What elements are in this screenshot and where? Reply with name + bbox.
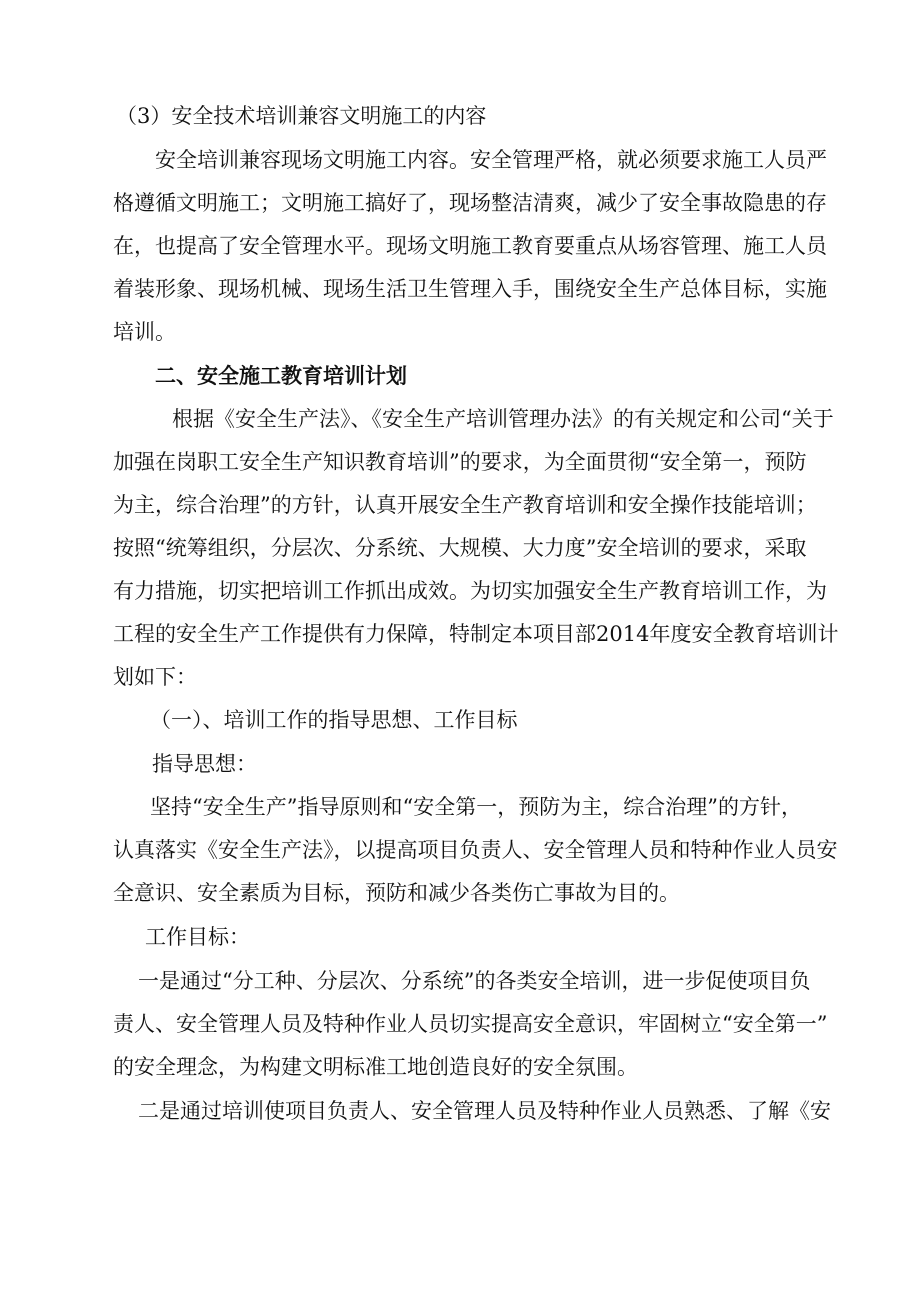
paragraph-line: 一是通过“分工种、分层次、分系统”的各类安全培训，进一步促使项目负 (138, 969, 811, 993)
guiding-thought-label: 指导思想： (152, 752, 257, 776)
paragraph-line: 有力措施，切实把培训工作抓出成效。为切实加强安全生产教育培训工作，为 (113, 579, 827, 603)
paragraph-line: 按照“统筹组织，分层次、分系统、大规模、大力度”安全培训的要求，采取 (113, 536, 807, 560)
paragraph-line: 安全培训兼容现场文明施工内容。安全管理严格，就必须要求施工人员严 (155, 148, 827, 172)
paragraph-line: 在，也提高了安全管理水平。现场文明施工教育要重点从场容管理、施工人员 (113, 234, 827, 258)
paragraph-line: 格遵循文明施工；文明施工搞好了，现场整洁清爽，减少了安全事故隐患的存 (113, 191, 827, 215)
paragraph-line: 加强在岗职工安全生产知识教育培训”的要求，为全面贯彻“安全第一，预防 (113, 450, 807, 474)
section-3-heading: （3）安全技术培训兼容文明施工的内容 (116, 104, 487, 128)
paragraph-line: 认真落实《安全生产法》，以提高项目负责人、安全管理人员和特种作业人员安 (113, 838, 838, 862)
paragraph-line: 根据《安全生产法》、《安全生产培训管理办法》的有关规定和公司“关于 (172, 407, 834, 431)
section-2-heading: 二、安全施工教育培训计划 (155, 363, 407, 388)
subsection-1-heading: （一）、培训工作的指导思想、工作目标 (150, 708, 518, 732)
work-goal-label: 工作目标： (145, 925, 250, 949)
paragraph-line: 为主，综合治理”的方针，认真开展安全生产教育培训和安全操作技能培训； (113, 493, 817, 517)
paragraph-line: 坚持“安全生产”指导原则和“安全第一，预防为主，综合治理”的方针， (150, 795, 802, 819)
paragraph-line: 培训。 (113, 320, 176, 344)
paragraph-line: 工程的安全生产工作提供有力保障，特制定本项目部2014年度安全教育培训计 (113, 622, 839, 646)
paragraph-line: 全意识、安全素质为目标，预防和减少各类伤亡事故为目的。 (113, 881, 680, 905)
paragraph-line: 二是通过培训使项目负责人、安全管理人员及特种作业人员熟悉、了解《安 (138, 1099, 831, 1123)
paragraph-line: 着装形象、现场机械、现场生活卫生管理入手，围绕安全生产总体目标，实施 (113, 277, 827, 301)
paragraph-line: 的安全理念，为构建文明标准工地创造良好的安全氛围。 (113, 1055, 638, 1079)
paragraph-line: 划如下： (113, 665, 197, 689)
paragraph-line: 责人、安全管理人员及特种作业人员切实提高安全意识，牢固树立“安全第一” (113, 1012, 828, 1036)
